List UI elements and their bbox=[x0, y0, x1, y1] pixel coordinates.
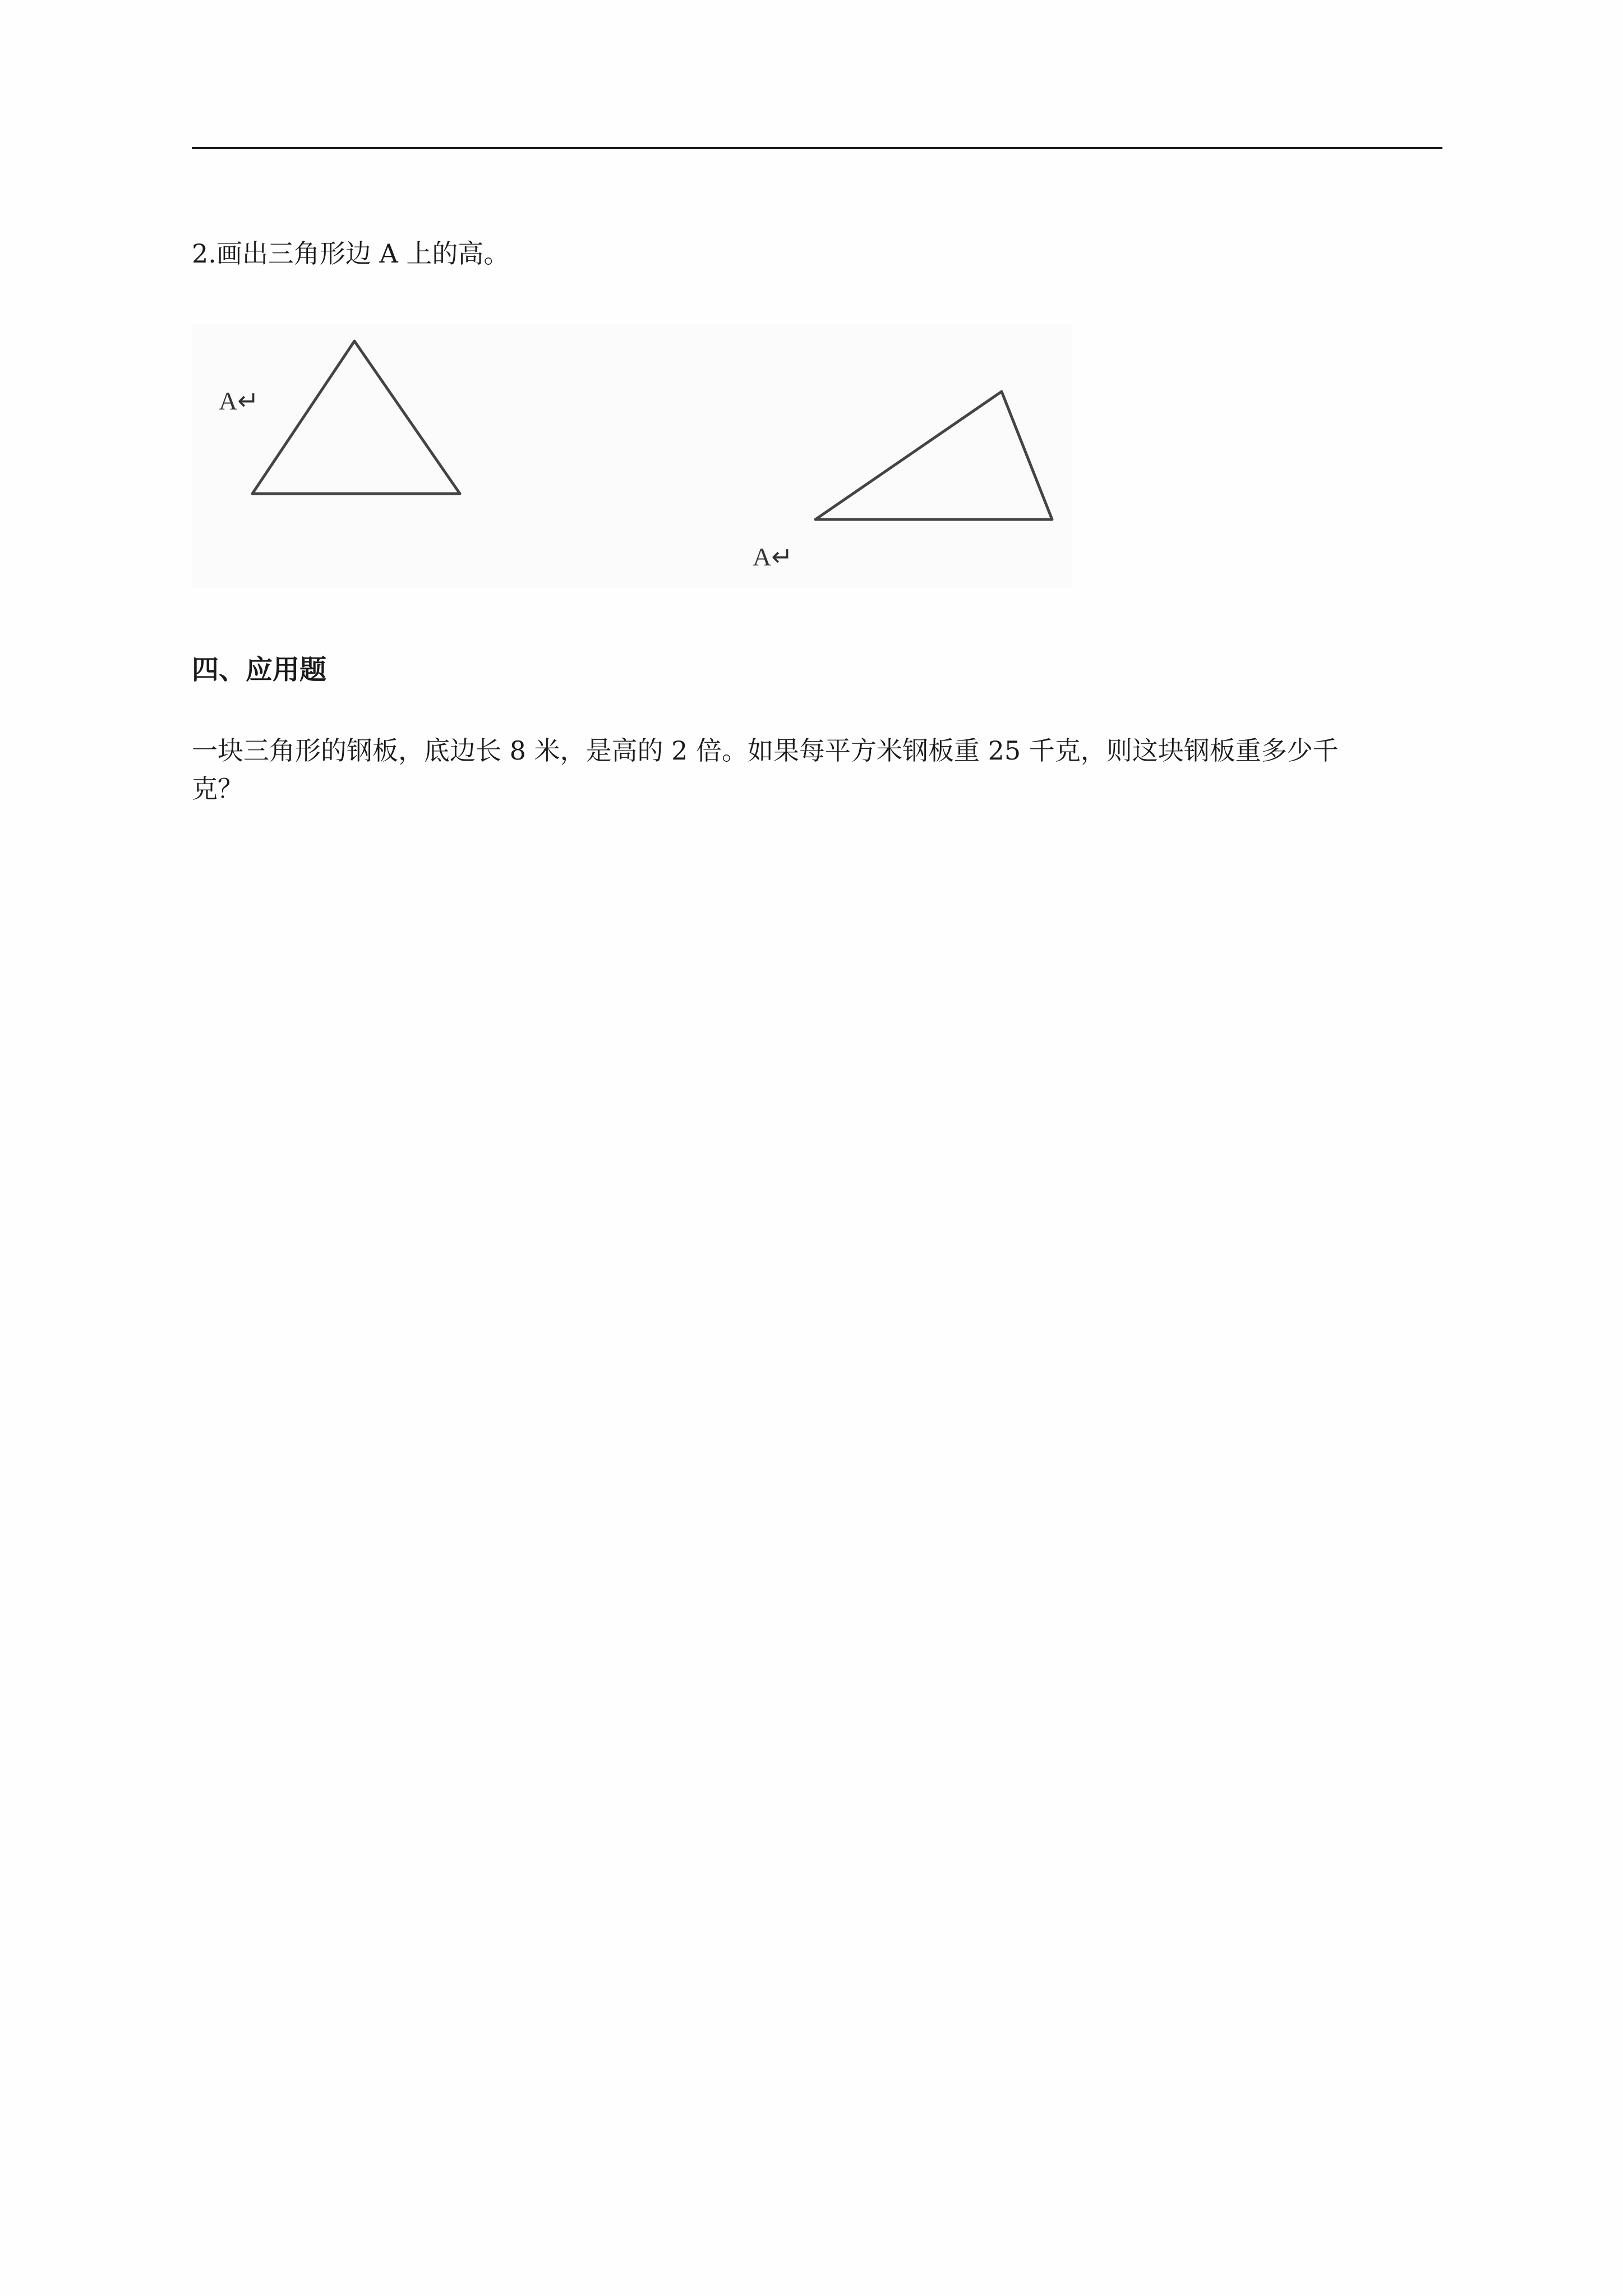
triangle-right bbox=[815, 392, 1052, 519]
triangle-right-label: A↵ bbox=[753, 542, 793, 571]
triangle-left-label: A↵ bbox=[219, 386, 259, 415]
header-rule bbox=[192, 147, 1442, 149]
problem-line-1: 一块三角形的钢板，底边长 8 米，是高的 2 倍。如果每平方米钢板重 25 千克，则这块钢板重多少千 bbox=[192, 735, 1339, 766]
question-2-text: 2.画出三角形边 A 上的高。 bbox=[192, 238, 510, 269]
triangle-left bbox=[252, 341, 460, 494]
problem-line-2: 克？ bbox=[192, 774, 243, 804]
triangles-figure bbox=[192, 324, 1072, 588]
application-problem bbox=[192, 731, 1444, 808]
section-4-heading: 四、应用题 bbox=[192, 654, 327, 685]
